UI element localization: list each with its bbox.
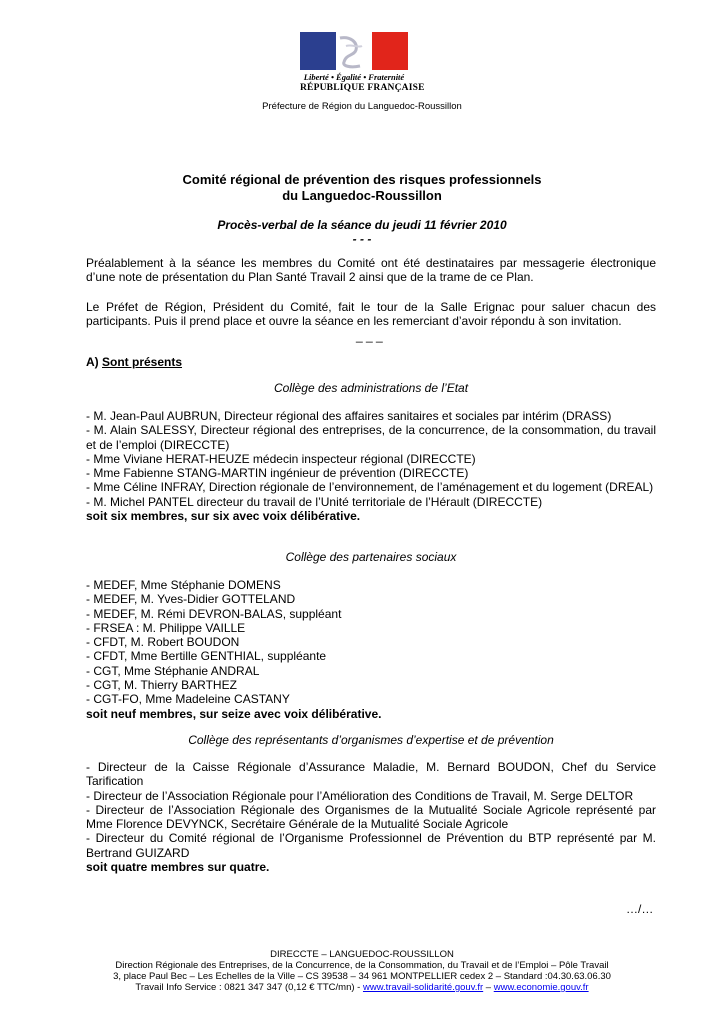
list-item: - FRSEA : M. Philippe VAILLE <box>86 620 246 635</box>
list-item: - Mme Fabienne STANG-MARTIN ingénieur de prévention (DIRECCTE) <box>86 466 469 481</box>
list-item: - M. Jean-Paul AUBRUN, Directeur régional des affaires sanitaires et sociales par intérim (DRASS) <box>86 409 612 423</box>
list-item: - Mme Céline INFRAY, Direction régionale de l’environnement, de l’aménagement et du logement (DREAL) <box>86 480 654 495</box>
footer-direction: Direction Régionale des Entreprises, de la Concurrence, de la Consommation, du Travail et de l’Emploi – Pôle Travail <box>115 960 609 971</box>
marianne-flag-icon <box>300 32 408 70</box>
college-partenaires-list <box>86 578 656 721</box>
list-item: - CGT, M. Thierry BARTHEZ <box>86 678 237 693</box>
document-title-line1: Comité régional de prévention des risques professionnels <box>182 172 542 187</box>
separator: _ _ _ <box>356 329 383 343</box>
list-item: - MEDEF, M. Rémi DEVRON-BALAS, suppléant <box>86 606 342 621</box>
intro-paragraph-1: Préalablement à la séance les membres du Comité ont été destinataires par messagerie électronique d’une note de présentation du Plan Santé Travail 2 ainsi que de la trame de ce Plan. <box>86 256 656 285</box>
session-title: Procès-verbal de la séance du jeudi 11 février 2010 <box>217 218 507 232</box>
list-item: - Directeur de l’Association Régionale des Organismes de la Mutualité Sociale Agricole représenté par Mme Florence DEVYNCK, Secrétaire Générale de la Mutualité Sociale Agricole <box>86 802 656 832</box>
college-experts-heading: Collège des représentants d’organismes d’expertise et de prévention <box>188 733 554 747</box>
republique-logo <box>300 32 425 93</box>
footer-info-service: Travail Info Service : 0821 347 347 (0,12 € TTC/mn) - <box>135 982 363 993</box>
list-item: - CFDT, Mme Bertille GENTHIAL, suppléante <box>86 649 327 664</box>
college-etat-heading: Collège des administrations de l’Etat <box>273 381 469 395</box>
republic-motto: Liberté • Égalité • Fraternité <box>303 72 405 82</box>
title-dashes: - - - <box>352 232 372 246</box>
continuation-mark: …/… <box>626 902 654 916</box>
list-item: - Directeur du Comité régional de l’Organisme Professionnel de Prévention du BTP représenté par M. Bertrand GUIZARD <box>86 831 656 860</box>
footer-separator: – <box>483 982 494 993</box>
intro-paragraph-2: Le Préfet de Région, Président du Comité, fait le tour de la Salle Erignac pour saluer chacun des participants. Puis il prend place et ouvre la séance en les remerciant d’avoir répondu à son invitation. <box>86 300 656 329</box>
travail-solidarite-link[interactable]: www.travail-solidarité.gouv.fr <box>362 982 484 993</box>
college-partenaires-summary: soit neuf membres, sur seize avec voix délibérative. <box>86 706 382 721</box>
college-experts-list <box>86 760 656 874</box>
list-item: - Directeur de l’Association Régionale pour l’Amélioration des Conditions de Travail, M. Serge DELTOR <box>86 788 634 803</box>
list-item: - M. Alain SALESSY, Directeur régional des entreprises, de la concurrence, de la consommation, du travail et de l’emploi (DIRECCTE) <box>86 423 656 452</box>
list-item: - Directeur de la Caisse Régionale d’Assurance Maladie, M. Bernard BOUDON, Chef du Service Tarification <box>86 760 656 789</box>
list-item: - Mme Viviane HERAT-HEUZE médecin inspecteur régional (DIRECCTE) <box>86 451 476 466</box>
list-item: - CGT, Mme Stéphanie ANDRAL <box>86 663 260 678</box>
college-etat-list <box>86 409 656 523</box>
republic-name: RÉPUBLIQUE FRANÇAISE <box>300 83 425 93</box>
section-a-prefix: A) <box>86 355 102 369</box>
list-item: - CFDT, M. Robert BOUDON <box>86 635 240 650</box>
list-item: - M. Michel PANTEL directeur du travail de l’Unité territoriale de l’Hérault (DIRECCTE) <box>86 494 543 509</box>
college-partenaires-heading: Collège des partenaires sociaux <box>285 550 457 564</box>
footer-address: 3, place Paul Bec – Les Echelles de la Ville – CS 39538 – 34 961 MONTPELLIER cedex 2 – Standard :04.30.63.06.30 <box>113 971 611 982</box>
footer-org: DIRECCTE – LANGUEDOC-ROUSSILLON <box>270 949 454 960</box>
list-item: - MEDEF, Mme Stéphanie DOMENS <box>86 578 281 592</box>
section-a-label: Sont présents <box>102 355 183 369</box>
college-etat-summary: soit six membres, sur six avec voix délibérative. <box>86 509 361 524</box>
section-a-heading <box>86 355 656 369</box>
footer-contact <box>0 982 724 993</box>
college-experts-summary: soit quatre membres sur quatre. <box>86 860 270 875</box>
footer <box>0 949 724 993</box>
list-item: - MEDEF, M. Yves-Didier GOTTELAND <box>86 592 296 607</box>
document-title-line2: du Languedoc-Roussillon <box>282 188 442 203</box>
economie-gouv-link[interactable]: www.economie.gouv.fr <box>493 982 589 993</box>
list-item: - CGT-FO, Mme Madeleine CASTANY <box>86 692 290 707</box>
prefecture-label: Préfecture de Région du Languedoc-Roussillon <box>262 101 462 112</box>
